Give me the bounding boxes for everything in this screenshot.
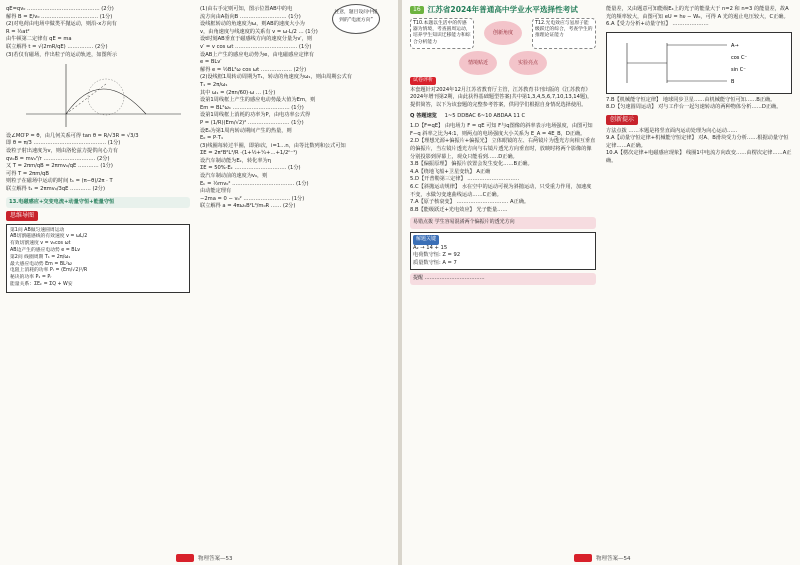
right-col1-paragraph-4: 5.D【开普勒第三定律】 ………………………… (410, 176, 520, 183)
left-col2-line-11: 其中 ω₁ = (2πn/60)·ω … (1分) (200, 89, 276, 96)
page-number-right: 物理答案—54 (596, 556, 631, 562)
left-col2-line-4: 设t时刻AB垂直于磁感线方向的速度分量为v′，则 (200, 36, 312, 43)
exam-number-tag: 16 (410, 6, 424, 14)
left-col1-line-9: 设粒子射出速度为v，则由洛伦兹力提供向心力有 (6, 147, 119, 154)
left-col2-line-7: e = BLv′ (200, 59, 222, 66)
col2-paragraph-6: 10.A【楞次定律+电磁感应现象】 线圈1中电流方向改变……由楞次定律……A正确。 (606, 150, 792, 164)
publisher-logo (176, 554, 194, 562)
bubble-context: 情境贴近 (459, 51, 497, 75)
decay-equations (413, 245, 593, 268)
scheme-label-1: cos C⁻ (731, 54, 748, 61)
left-col2-line-10: T₁ = 2π/ω₁ (200, 81, 228, 88)
col2-paragraph-0: 能量差，又由题意可知能级E₄上的光子的能量大于 n=2 和 n=3 的能量差，故A光的频率较大，由图可知 eU = hν − W₀，可得 A 光的遏止电压较大，C正确。 (606, 6, 789, 20)
intro-paragraph: 本套题针对2024年12月江苏省教育厅主管，江苏教育书刊出版的《江苏教育》2024年增刊第2期，由此获得基础题型答案(共中第1,3,4,5,6,7,10,13,14题)，提供简答，以下为该套题的完整参考答案，供同学们根据自身情况选择使用。 (410, 86, 593, 108)
left-col2-line-1: 流方向由A指向B ……………………… (1分) (200, 13, 301, 20)
mindmap-line-5: 最大感应电动势 Em = BL²ω (10, 261, 72, 267)
left-col2-line-6: 设AB上产生的感应电动势为e，由电磁感应定律有 (200, 51, 315, 58)
reminder-box: 提醒 ……………………………… (410, 273, 596, 285)
answers-list: 1~5 DDBAC 6~10 ABDAA 11 C (444, 112, 526, 119)
left-col2-line-12: 设第1周线框上产生的感应电动势最大值为Em，则 (200, 97, 316, 104)
particle-trajectory-diagram (6, 59, 186, 129)
left-col1-line-10: qv₀B = mv₀²/r ………………………… (2分) (6, 155, 110, 162)
bubble-experiment: 实验亮点 (509, 51, 547, 75)
page-number-left: 物理答案—53 (198, 556, 233, 562)
force-scheme-diagram (606, 32, 792, 94)
left-column-1 (6, 6, 190, 296)
decay-equation-1: 电荷数守恒: Z = 92 (413, 252, 461, 259)
right-col1-paragraph-2: 3.B【偏振原理】 偏振片放置会发生变化……B正确。 (410, 161, 533, 168)
answers-row (410, 113, 596, 121)
left-col1-lines-bottom (6, 133, 190, 194)
bubble-innovation: 创新角度 (484, 21, 522, 45)
left-col2-line-21: ΣE = 50%·Eₖ ………………………… (1分) (200, 165, 301, 172)
scheme-label-2: sin C⁻ (731, 66, 746, 73)
mindmap-line-3: AB边产生的感应电动势 e = BLv (10, 248, 81, 254)
right-col1-paragraph-7: 8.B【能级跃迁+光电效应】 光子能量…… (410, 206, 508, 213)
left-col1-line-0: qE=qv₀ …………………………………… (2分) (6, 6, 114, 12)
left-col2-lines (200, 6, 384, 211)
col2-paragraph-4: 方法点拨 ……本题是将竖直面内运动处理为向心运动…… (606, 127, 738, 134)
left-col2-line-20: 设汽车制动能为Eₖ，转化率为η (200, 157, 272, 164)
right-col1-paragraph-5: 6.C【斜抛运动规律】 水在空中的运动可视为斜抛运动，只受重力作用，加速度不变，水做匀变速曲线运动……C正确。 (410, 183, 592, 198)
left-col1-line-13: 则粒子在磁场中运动的时间 t₁ = (π−θ)/2π · T (6, 178, 113, 185)
left-col2-line-0: (1)由右手定则可知，图示位置AB中的电 (200, 6, 293, 12)
left-col2-line-8: 解得 e = ½BL²ω cos ωt ……………… (2分) (200, 66, 307, 73)
innovation-tip-bar: 创新提示 (606, 115, 638, 125)
right-column-2 (606, 6, 792, 166)
left-col2-line-9: (2)设线框1周转动周期为T₁，转动的角速度为ω₁，则由周期公式有 (200, 74, 353, 81)
mindmap-line-8: 能量关系：ΣEₖ = ΣQ + W安 (10, 282, 73, 288)
highlight-cards (410, 18, 596, 50)
left-col2-line-17: E₀ = P·T₁ (200, 135, 224, 142)
left-col2-line-25: −2ma = 0 − v₀² ……………………… (1分) (200, 195, 305, 202)
left-col1-line-2: (2)对电荷由电场中做类平抛运动，则沿-x方向有 (6, 21, 117, 28)
left-col2-line-13: Em = BL²ω₁ …………………………… (1分) (200, 104, 304, 111)
left-col2-line-2: 设线框转动的角速度为ω，则AB的速度大小为 (200, 21, 305, 28)
scheme-label-3: B (731, 78, 735, 85)
left-col1-line-11: 又 T = 2πm/qB = 2πmv₀/qE ………… (1分) (6, 163, 113, 170)
right-col1-paragraph-3: 4.A【绕地飞船+卫星变轨】 A正确 (410, 168, 491, 175)
left-col1-line-6: (3)若仅有磁场，作出粒子的运动轨迹，如图所示 (6, 51, 118, 58)
left-col2-line-5: v′ = v cos ωt ……………………………… (1分) (200, 43, 312, 50)
col2-paragraph-2: 7.B【机械能守恒定律】 地球同步卫星……由机械能守恒可知……B正确。 (606, 96, 776, 103)
left-col2-line-23: Eₖ = ½mv₀² ……………………………… (1分) (200, 180, 309, 187)
left-col2-line-3: v，由角速度与线速度的关系有 v = ω·L/2 … (1分) (200, 28, 318, 35)
right-col1-paragraph-6: 7.A【原子核衰变】 ………………………… A正确。 (410, 199, 530, 206)
publisher-logo-right (574, 554, 592, 562)
right-col1-paragraph-0: 1.D【F=qE】 由电场力 F = qE 可知 F与q图像的斜率表示电场强度，由图可知 F−q 斜率之比为4:1，则两点的电场强度大小关系为 E_A = 4E_B，D正确。 (410, 123, 593, 137)
left-footer (176, 554, 233, 562)
left-col2-line-16: 设E₀为第1周内转动期间产生的热量，则 (200, 127, 292, 134)
card-t10: T10.本题以生活中的传感器为情境，考查圆周运动，培养学生知识迁移能力和综合分析能力 (410, 18, 474, 50)
mindmap-title: 思维导图 (6, 211, 38, 221)
left-col1-line-3: R = ½at² (6, 28, 30, 35)
mindmap-line-1: AB切割磁感线的有效速度 v = ωL/2 (10, 234, 88, 240)
section-13-banner (6, 197, 190, 209)
mindmap-line-6: 电阻上消耗的功率 Pᵣ = (Em/√2)²/R (10, 268, 88, 274)
left-col1-line-4: 由牛顿第二定律有 qE = ma (6, 36, 72, 43)
left-col2-line-26: 联立解得 a = 4πω₁B²L⁴/m₀R …… (2分) (200, 203, 296, 210)
left-col2-line-22: 设汽车制动前的速度为v₀，则 (200, 173, 268, 180)
mindmap-line-4: 第2问 线圈周期 T₁ = 2π/ω₁ (10, 254, 71, 260)
section-13-title: 13.电磁感应+交变电流+动量守恒+能量守恒 (9, 198, 115, 205)
left-column-2 (200, 6, 384, 211)
right-page (402, 0, 800, 565)
speech-bubble: 注意，题目设问中提到的“电流方向” (332, 4, 380, 34)
left-col1-line-8: 即 θ = π/3 …………………………………… (1分) (6, 140, 121, 147)
exam-title: 江苏省2024年普通高中学业水平选择性考试 (427, 5, 578, 14)
left-page (0, 0, 398, 565)
diagram-title: 解题关键 (413, 235, 439, 245)
bubble-row-2 (410, 51, 596, 75)
left-col1-line-12: 可得 T = 2πm/qB (6, 170, 49, 177)
left-col1-line-14: 联立解得 t₁ = 2πmv₀/3qE ………… (2分) (6, 185, 105, 192)
mindmap-line-7: 秘诀的功率 P₁ = Pᵣ (10, 275, 52, 281)
left-col2-line-19: ΣE = 2π²B²L⁴/R ·(1+½+¼+…+1/2ⁿ⁻¹) (200, 150, 298, 157)
right-footer (574, 554, 631, 562)
decay-equation-2: 质量数守恒: A = 7 (413, 259, 457, 266)
left-col1-line-5: 联立解得 t = √(2mR/qE) …………… (2分) (6, 43, 108, 50)
right-column-1 (410, 6, 596, 288)
left-col2-line-24: 由动能定理有 (200, 188, 232, 195)
answers-title: Q 答题速览 (410, 112, 437, 119)
decay-equation-box (410, 232, 596, 270)
error-tip-box: 易错点拨 学生容易混淆两个偏振片的透光方向 (410, 217, 596, 229)
bubble-row (478, 18, 528, 50)
left-col2-line-14: 设第1周线框上消耗的功率为P，由电功率公式得 (200, 112, 311, 119)
left-col1-line-7: 设∠MO′P = θ，由几何关系可得 tan θ = R/√3R = √3/3 (6, 132, 139, 139)
left-col1-lines-top (6, 6, 190, 59)
mindmap-line-0: 第1问 AB做匀速圆周运动 (10, 227, 65, 233)
decay-equation-0: A₂ → 14 + 15 (413, 244, 448, 251)
mindmap-line-2: 有效切割速度 v = v₀cos ωt (10, 241, 71, 247)
left-col1-line-1: 解得 B = E/v₀ …………………………… (1分) (6, 13, 113, 20)
mindmap-box (6, 224, 190, 293)
right-col1-paragraph-1: 2.D【理想光源+偏振片+偏振光】 立体眼镜的左、右两镜片为透光方向相互垂直的偏振片，当左镜片透光方向与右镜片透光方向垂直时，放映时将两个影像的像分别投影到屏幕上，观众只能看到……D正确。 (410, 138, 596, 160)
col2-paragraph-3: 8.D【匀速圆周运动】 对与工作台一起匀速转动的两种物体分析……D正确。 (606, 104, 782, 111)
section-label: 试卷评析 (410, 77, 436, 85)
force-scheme-svg (607, 33, 787, 91)
col2-paragraph-5: 9.A【动量守恒定律+机械能守恒定律】 对A、B滑块受力分析……根据动量守恒定律……A正确。 (606, 135, 789, 149)
right-col1-paragraphs (410, 123, 596, 214)
exam-header (410, 6, 596, 14)
card-t12: T12.光电效应与氢原子能级跃迁的综合，考查学生的推理论证能力 (532, 18, 596, 50)
left-col2-line-15: P = (1/R)(Em/√2)² …………………… (1分) (200, 119, 304, 126)
col2-paragraph-1: 6.A【受力分析+动量守恒】 ………………… (606, 21, 709, 28)
left-col2-line-18: (3)线圈每转过半圈，即第i次，i=1…n，由等比数列和公式可知 (200, 142, 346, 149)
scheme-label-0: A→ (731, 42, 739, 49)
